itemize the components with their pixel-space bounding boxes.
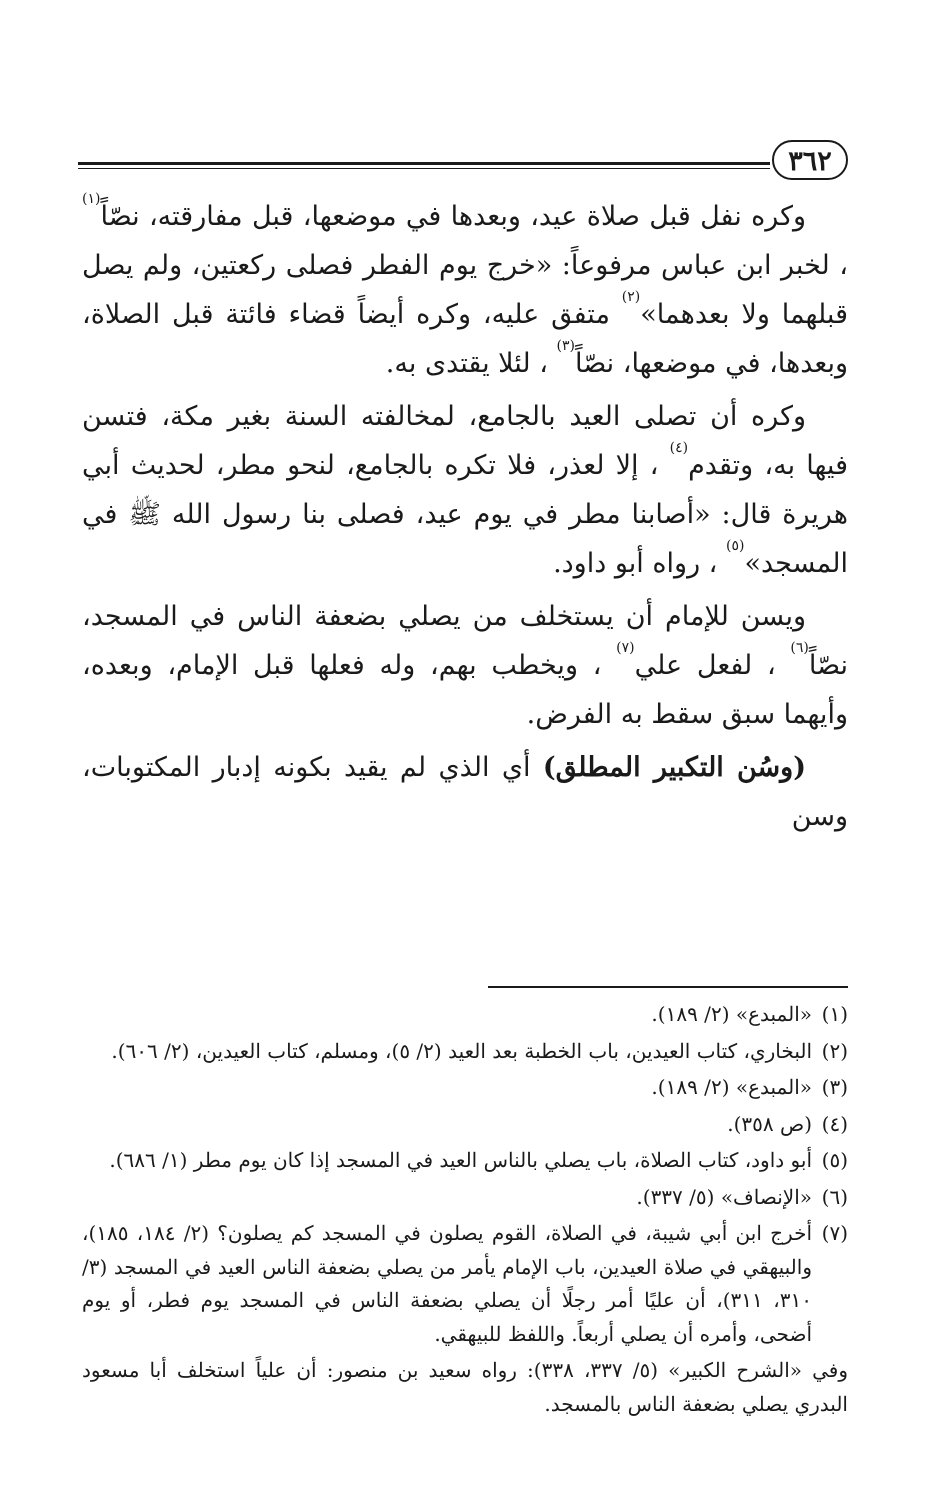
text-run: ، ويخطب بهم، وله فعلها قبل الإمام، وبعده، وأيهما سبق سقط به الفرض. xyxy=(82,650,848,730)
text-run: وكره نفل قبل صلاة عيد، وبعدها في موضعها، قبل مفارقته، نصّاً xyxy=(100,201,806,232)
footnote-ref: (١) xyxy=(82,191,101,207)
footnote-ref: (٤) xyxy=(669,440,689,456)
footnote xyxy=(82,1071,848,1105)
text-run: ويسن للإمام أن يستخلف من يصلي بضعفة الناس في المسجد، نصّاً xyxy=(82,601,849,681)
footnote-text: أبو داود، كتاب الصلاة، باب يصلي بالناس العيد في المسجد إذا كان يوم مطر (١/ ٦٨٦). xyxy=(109,1148,812,1172)
paragraph xyxy=(82,592,848,739)
footnote xyxy=(82,1108,848,1142)
footnote-number: (٢) xyxy=(821,1038,848,1063)
footnote-ref: (٣) xyxy=(556,338,575,354)
header-rule xyxy=(78,162,770,169)
main-text xyxy=(82,192,848,841)
footnote xyxy=(82,998,848,1032)
paragraph xyxy=(82,392,848,588)
paragraph xyxy=(82,743,848,841)
text-run: أي الذي لم يقيد بكونه إدبار المكتوبات، وسن xyxy=(82,752,848,832)
footnote-ref: (٥) xyxy=(725,538,745,554)
footnote-number: (٦) xyxy=(821,1184,848,1209)
footnote-ref: (٧) xyxy=(616,640,635,656)
footnote xyxy=(82,1181,848,1215)
text-run: ، إلا لعذر، فلا تكره بالجامع، لنحو مطر، لحديث أبي هريرة قال: «أصابنا مطر في يوم عيد، فصلى بنا رسول الله ﷺ في المسجد» xyxy=(82,450,848,579)
footnote-number: (١) xyxy=(821,1002,848,1026)
text-run: متفق عليه، وكره أيضاً قضاء فائتة قبل الصلاة، وبعدها، في موضعها، نصّاً xyxy=(82,299,848,379)
footnote xyxy=(82,1144,848,1178)
footnote-text: وفي «الشرح الكبير» (٥/ ٣٣٧، ٣٣٨): رواه سعيد بن منصور: أن علياً استخلف أبا مسعود البدري يصلي بضعفة الناس بالمسجد. xyxy=(82,1358,848,1416)
footnote-text: (ص ٣٥٨). xyxy=(727,1111,812,1136)
text-run: ، لخبر ابن عباس مرفوعاً: «خرج يوم الفطر فصلى ركعتين، ولم يصل قبلهما ولا بعدهما» xyxy=(82,250,848,330)
footnote-ref: (٦) xyxy=(790,640,809,656)
footnote-number: (٥) xyxy=(821,1148,848,1172)
footnote xyxy=(82,1217,848,1351)
footnote-text: أخرج ابن أبي شيبة، في الصلاة، القوم يصلون في المسجد كم يصلون؟ (٢/ ١٨٤، ١٨٥)، والبيهقي في صلاة العيدين، باب الإمام يأمر من يصلي بضعفة الناس العيد في المسجد (٣/ ٣١٠، ٣١١)، أن عليًا أمر رجلًا أن يصلي بضعفة الناس في المسجد يوم فطر، أو يوم أضحى، وأمره أن يصلي أربعاً. واللفظ للبيهقي. xyxy=(82,1221,813,1346)
footnote-divider xyxy=(488,986,848,988)
page-number: ٣٦٢ xyxy=(772,140,848,180)
footnote-text: «المبدع» (٢/ ١٨٩). xyxy=(651,1075,812,1099)
text-run: وكره أن تصلى العيد بالجامع، لمخالفته السنة بغير مكة، فتسن فيها به، وتقدم xyxy=(82,401,848,481)
paragraph xyxy=(82,192,848,388)
footnote-ref: (٢) xyxy=(621,289,641,305)
footnote-text: «المبدع» (٢/ ١٨٩). xyxy=(651,1002,812,1026)
footnote-number: (٤) xyxy=(821,1111,848,1136)
bold-phrase: (وسُن التكبير المطلق) xyxy=(542,752,806,783)
text-run: ، لفعل علي xyxy=(634,650,791,681)
text-run: ، لئلا يقتدى به. xyxy=(385,348,557,379)
page-header xyxy=(78,136,848,182)
footnotes xyxy=(82,998,848,1424)
text-run: ، رواه أبو داود. xyxy=(553,548,726,579)
footnote-text: البخاري، كتاب العيدين، باب الخطبة بعد العيد (٢/ ٥)، ومسلم، كتاب العيدين، (٢/ ٦٠٦). xyxy=(111,1038,812,1063)
footnote xyxy=(82,1354,848,1421)
footnote-text: «الإنصاف» (٥/ ٣٣٧). xyxy=(636,1184,812,1209)
footnote-number: (٣) xyxy=(821,1075,848,1099)
footnote-number: (٧) xyxy=(821,1221,848,1245)
footnote xyxy=(82,1035,848,1069)
